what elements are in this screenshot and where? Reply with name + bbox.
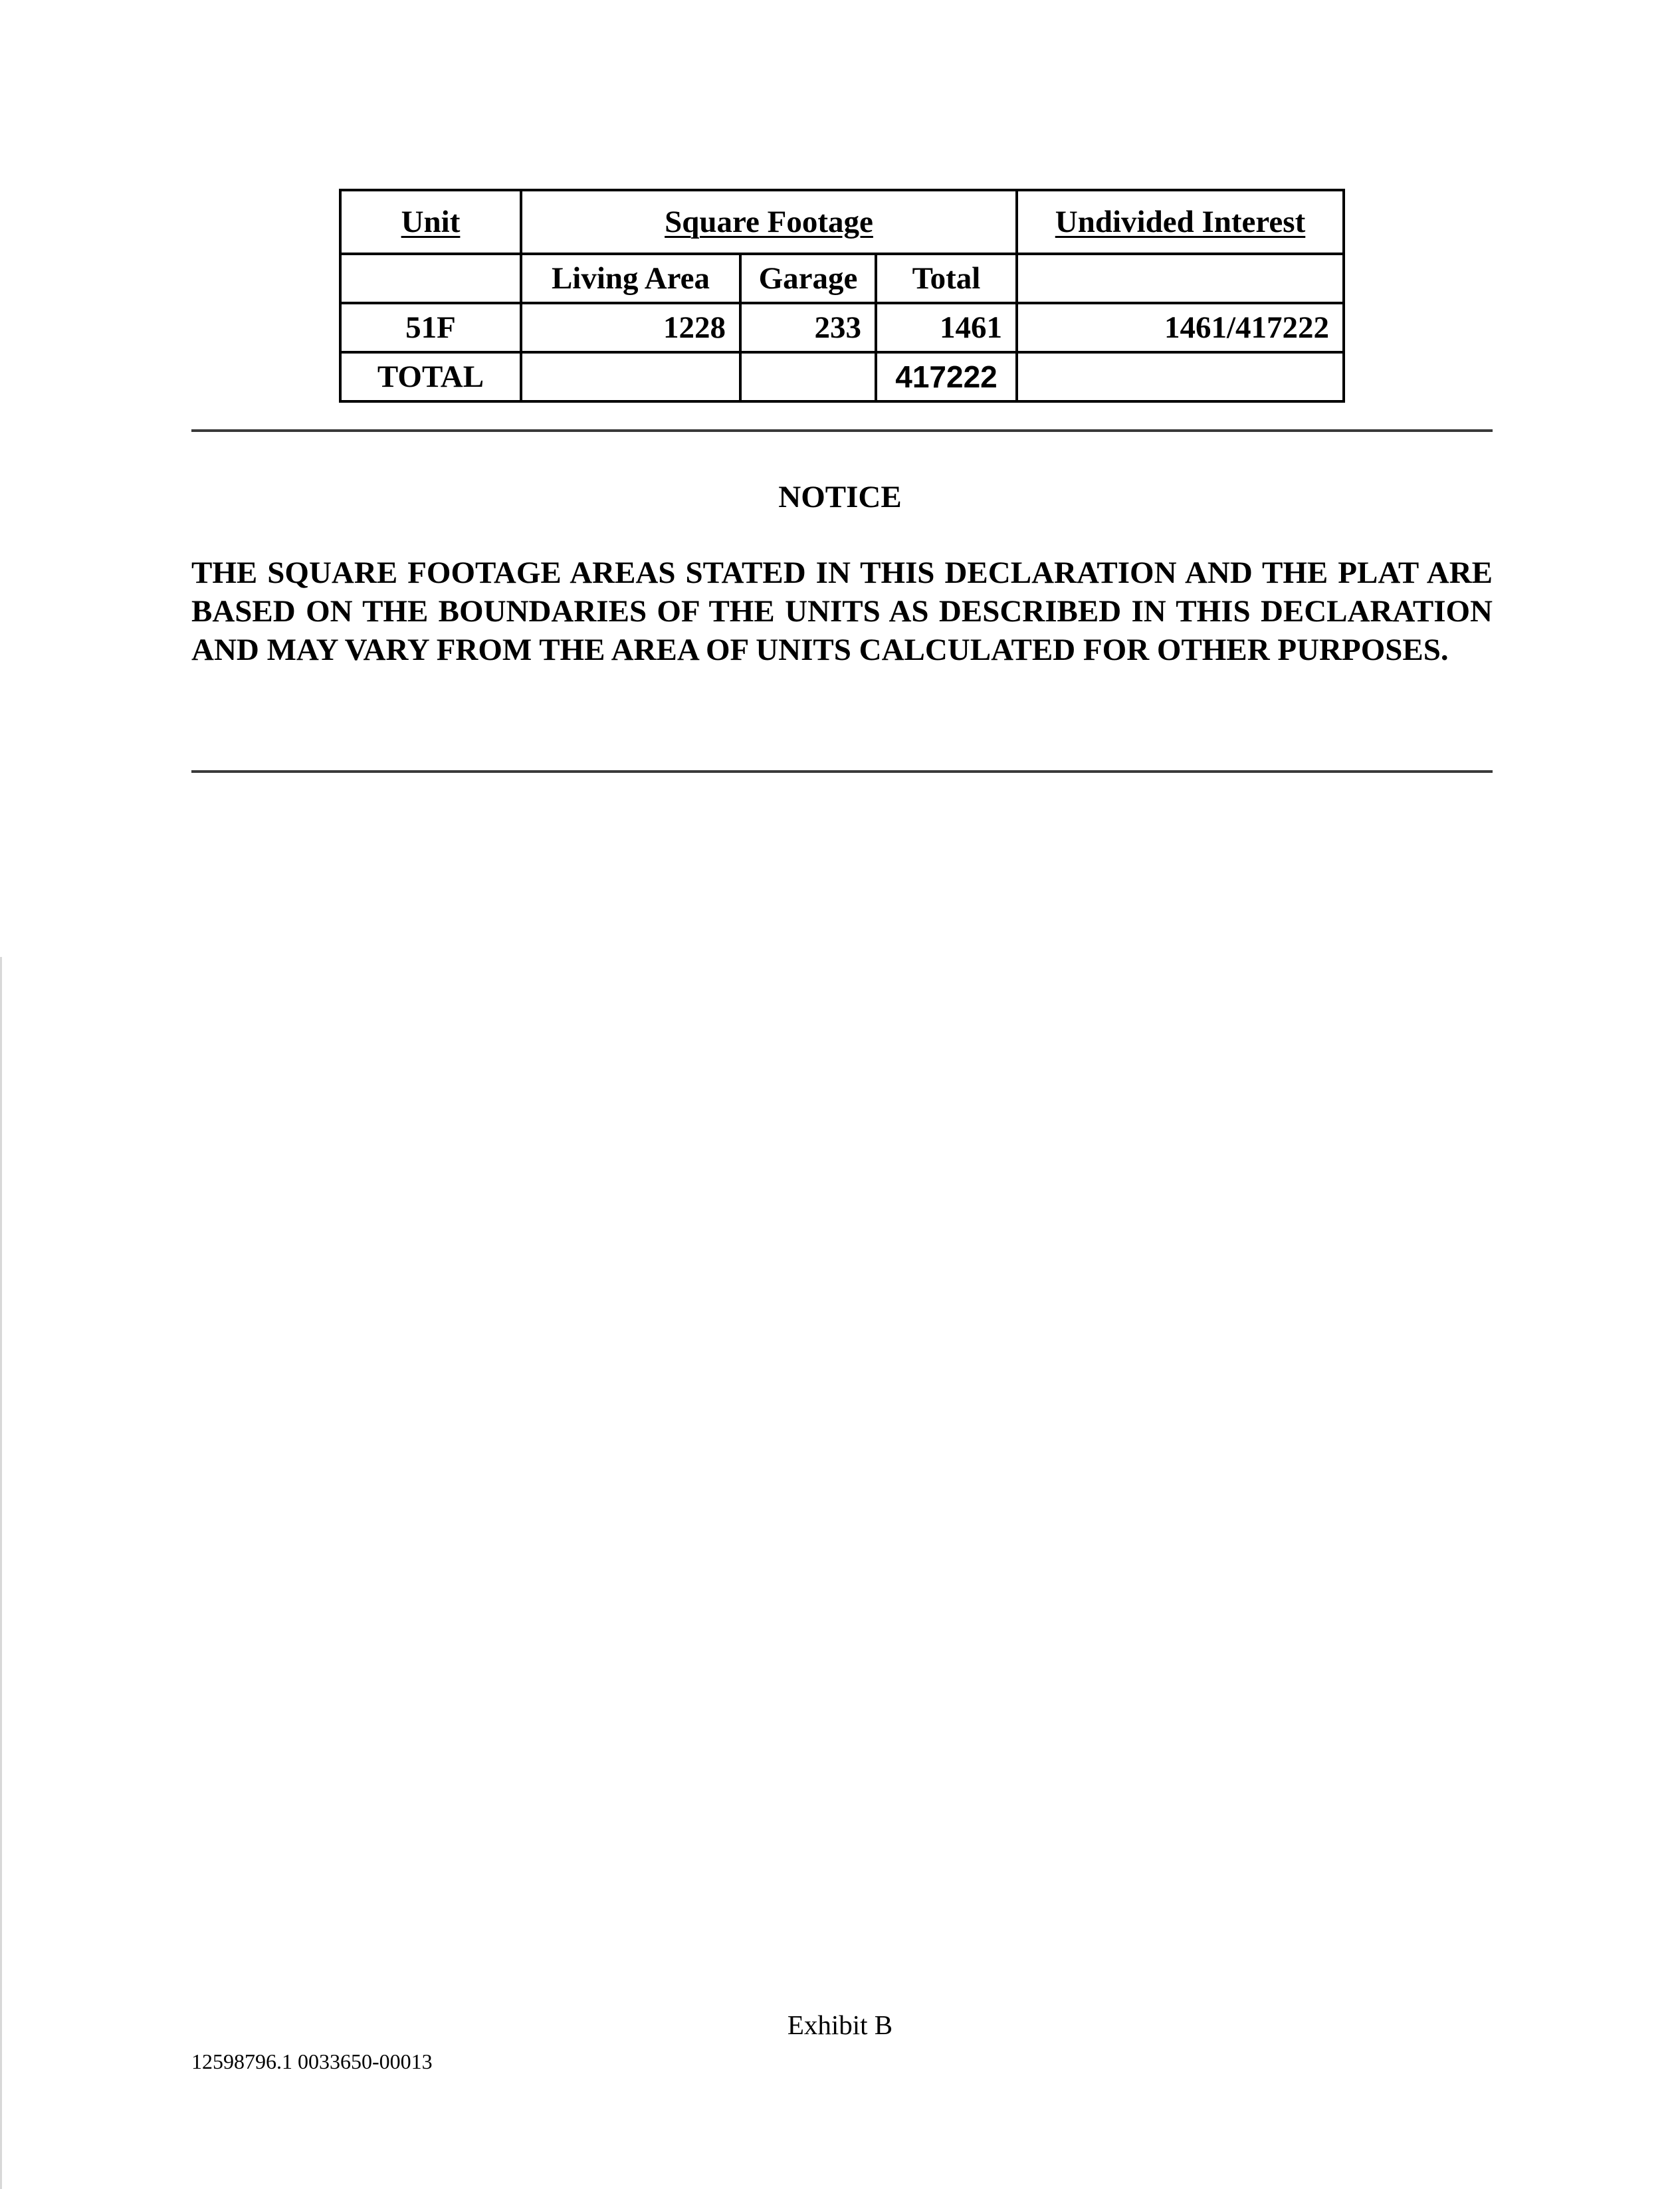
exhibit-label: Exhibit B bbox=[787, 2010, 893, 2040]
table-total-row bbox=[340, 352, 1344, 401]
divider-top bbox=[191, 429, 1493, 432]
subheader-living-area: Living Area bbox=[521, 254, 740, 303]
header-undivided-interest: Undivided Interest bbox=[1055, 204, 1306, 239]
notice-body: THE SQUARE FOOTAGE AREAS STATED IN THIS DECLARATION AND THE PLAT ARE BASED ON THE BOUNDARIES OF THE UNITS AS DESCRIBED IN THIS DECLARATION AND MAY VARY FROM THE AREA OF UNITS CALCULATED FOR OTHER PURPOSES. bbox=[191, 556, 1493, 667]
subheader-empty-unit bbox=[340, 254, 521, 303]
cell-undivided-interest: 1461/417222 bbox=[1017, 303, 1344, 352]
header-square-footage: Square Footage bbox=[665, 204, 873, 239]
header-unit: Unit bbox=[401, 204, 461, 239]
total-empty-garage bbox=[740, 352, 876, 401]
total-empty-undivided bbox=[1017, 352, 1344, 401]
total-value: 417222 bbox=[876, 352, 1017, 401]
notice-heading: NOTICE bbox=[778, 480, 902, 514]
scan-edge-artifact bbox=[0, 957, 2, 2189]
cell-living-area: 1228 bbox=[521, 303, 740, 352]
total-label: TOTAL bbox=[340, 352, 521, 401]
subheader-empty-undivided bbox=[1017, 254, 1344, 303]
divider-bottom bbox=[191, 770, 1493, 773]
square-footage-table bbox=[339, 189, 1345, 403]
table-subheader-row bbox=[340, 254, 1344, 303]
cell-garage: 233 bbox=[740, 303, 876, 352]
header-square-footage-cell bbox=[521, 190, 1017, 254]
subheader-garage: Garage bbox=[740, 254, 876, 303]
header-unit-cell bbox=[340, 190, 521, 254]
table-row bbox=[340, 303, 1344, 352]
total-empty-living bbox=[521, 352, 740, 401]
subheader-total: Total bbox=[876, 254, 1017, 303]
header-undivided-interest-cell bbox=[1017, 190, 1344, 254]
cell-total: 1461 bbox=[876, 303, 1017, 352]
cell-unit: 51F bbox=[340, 303, 521, 352]
document-number: 12598796.1 0033650-00013 bbox=[191, 2049, 433, 2073]
table-header-row bbox=[340, 190, 1344, 254]
